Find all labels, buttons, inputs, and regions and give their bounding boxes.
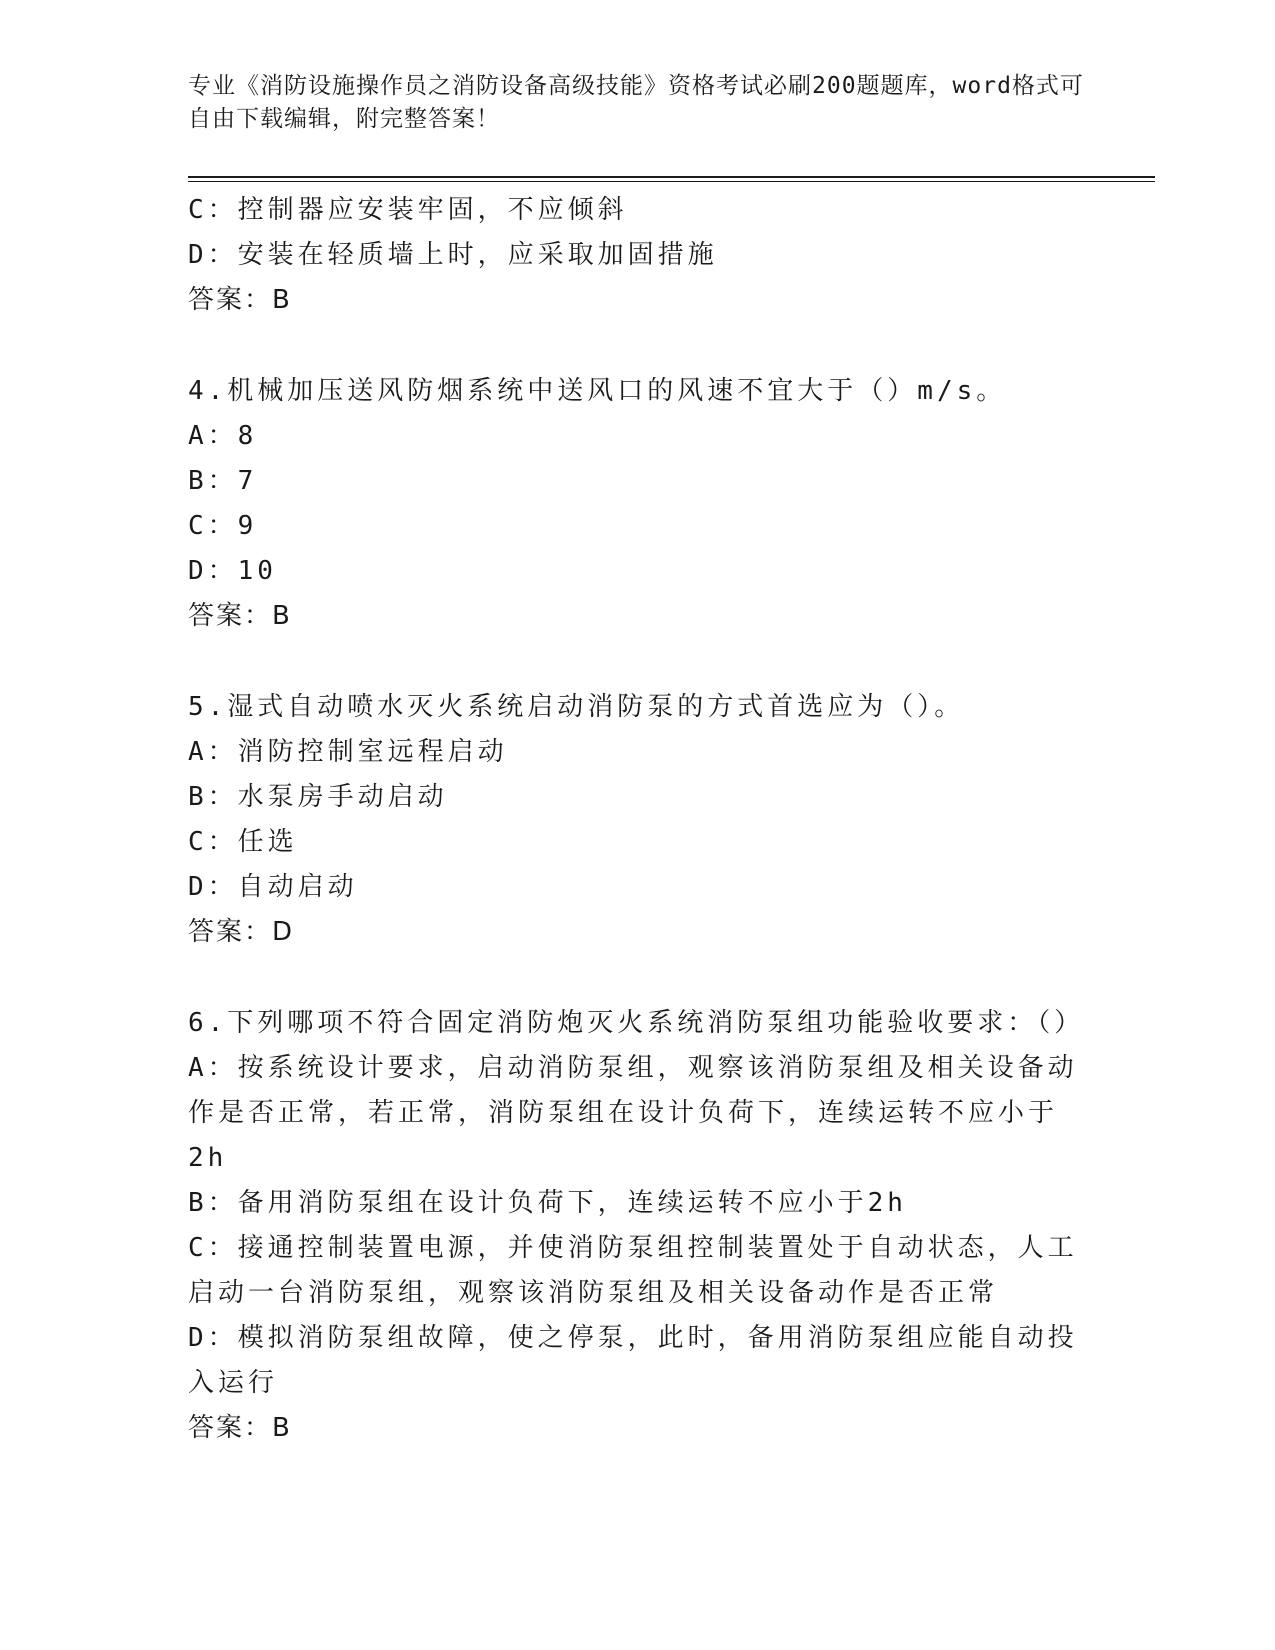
header-rule-thick (188, 176, 1155, 178)
q6-option-c: C：接通控制装置电源，并使消防泵组控制装置处于自动状态，人工启动一台消防泵组，观察该消防泵组及相关设备动作是否正常 (188, 1233, 1078, 1308)
q6-option-d: D：模拟消防泵组故障，使之停泵，此时，备用消防泵组应能自动投入运行 (188, 1323, 1078, 1398)
document-body (188, 188, 1088, 1451)
q5-option-d: D：自动启动 (188, 872, 358, 902)
q5-stem: 5.湿式自动喷水灭火系统启动消防泵的方式首选应为（）。 (188, 692, 965, 722)
q6-option-b: B：备用消防泵组在设计负荷下，连续运转不应小于2h (188, 1188, 907, 1218)
spacer (188, 955, 1088, 1001)
spacer (188, 323, 1088, 369)
question-4 (188, 369, 1088, 639)
q4-option-b: B：7 (188, 466, 258, 496)
question-3-tail (188, 188, 1088, 323)
page-header: 专业《消防设施操作员之消防设备高级技能》资格考试必刷200题题库，word格式可自由下载编辑，附完整答案！ (188, 73, 1084, 132)
spacer (188, 639, 1088, 685)
question-5 (188, 685, 1088, 955)
q5-option-c: C：任选 (188, 827, 298, 857)
q3-answer: 答案：B (188, 285, 292, 315)
q4-stem: 4.机械加压送风防烟系统中送风口的风速不宜大于（）m/s。 (188, 376, 1007, 406)
q3-option-d: D：安装在轻质墙上时，应采取加固措施 (188, 240, 718, 270)
q6-answer: 答案：B (188, 1413, 292, 1443)
q6-stem: 6.下列哪项不符合固定消防炮灭火系统消防泵组功能验收要求：（） (188, 1008, 1085, 1038)
q4-answer: 答案：B (188, 601, 292, 631)
q3-option-c: C：控制器应安装牢固，不应倾斜 (188, 195, 628, 225)
q5-answer: 答案：D (188, 917, 295, 947)
q6-option-a: A：按系统设计要求，启动消防泵组，观察该消防泵组及相关设备动作是否正常，若正常，消防泵组在设计负荷下，连续运转不应小于2h (188, 1053, 1078, 1173)
q4-option-c: C：9 (188, 511, 258, 541)
q4-option-d: D：10 (188, 556, 277, 586)
q5-option-b: B：水泵房手动启动 (188, 782, 448, 812)
q4-option-a: A：8 (188, 421, 258, 451)
header-rule-thin (188, 181, 1155, 182)
question-6 (188, 1001, 1088, 1451)
q5-option-a: A：消防控制室远程启动 (188, 737, 508, 767)
